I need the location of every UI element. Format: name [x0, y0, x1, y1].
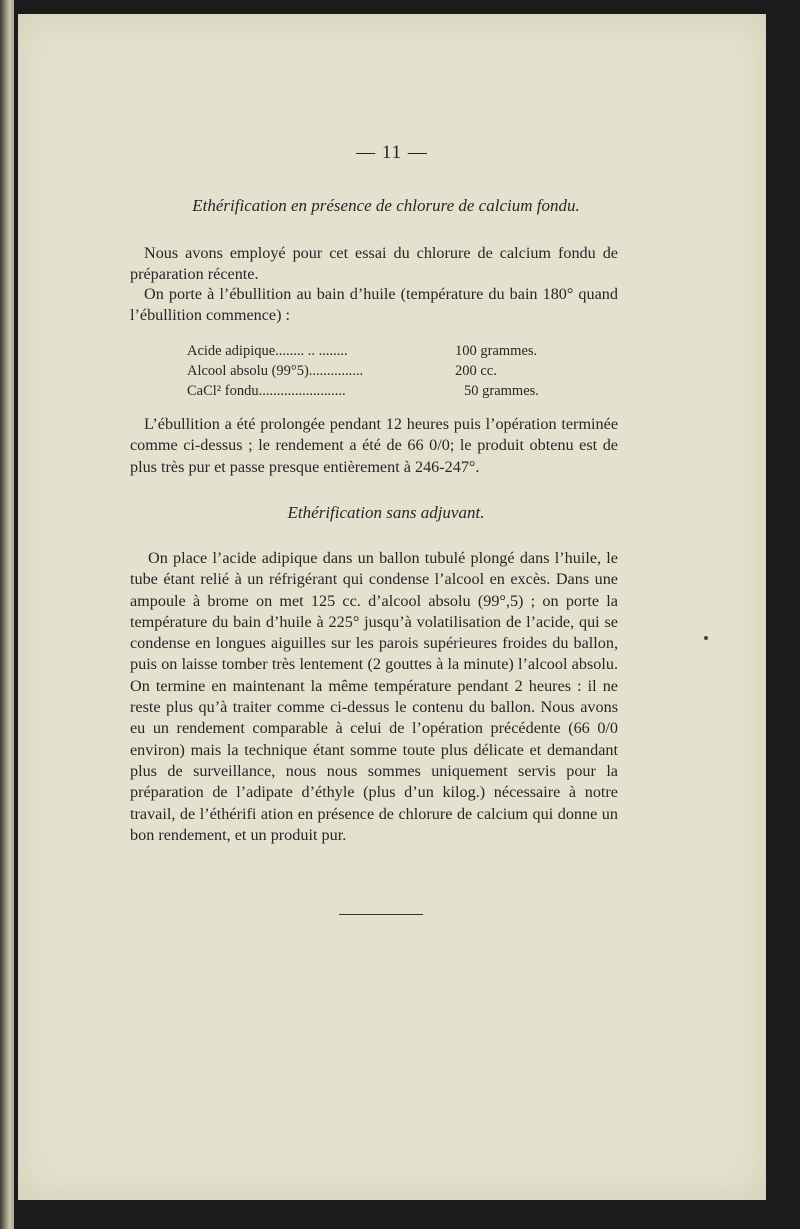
- paragraph-procedure: On place l’acide adipique dans un ballon tubulé plongé dans l’huile, le tube étant relié à un réfrigérant qui condense l’alcool en excès. Dans une ampoule à brome on met 125 cc. d’alcool absolu (99°,5) ; on porte la température du bain d’huile à 225° jusqu’à volatilisation de l’acide, qui se condense en longues aiguilles sur les parois supérieures froides du ballon, puis on laisse tomber très lentement (2 gouttes à la minute) l’alcool absolu. On termine en maintenant la même température pendant 2 heures : il ne reste plus qu’à traiter comme ci-dessus le contenu du ballon. Nous avons eu un rendement comparable à celui de l’opération précédente (66 0/0 environ) mais la technique étant somme toute plus délicate et demandant plus de surveillance, nous nous sommes uniquement servis pour la préparation de l’adipate d’éthyle (plus d’un kilog.) nécessaire à notre travail, de l’éthérifi ation en présence de chlorure de calcium qui donne un bon rendement, et un produit pur.: [130, 549, 618, 844]
- paragraph-intro: Nous avons employé pour cet essai du chlorure de calcium fondu de préparation récente.: [130, 244, 618, 284]
- reagent-row-cacl2: [187, 381, 567, 401]
- reagent-name: Alcool absolu (99°5)...............: [187, 363, 364, 379]
- paragraph-boiling: On porte à l’ébullition au bain d’huile (température du bain 180° quand l’ébullition commence) :: [130, 285, 618, 325]
- reagent-quantity: 50 grammes.: [464, 383, 539, 399]
- paper-speck: [704, 636, 708, 640]
- section-title-calcium-chloride: Ethérification en présence de chlorure de calcium fondu.: [192, 196, 580, 215]
- reagent-list: [187, 341, 567, 401]
- document-page: [18, 14, 766, 1200]
- reagent-name: CaCl² fondu........................: [187, 383, 346, 399]
- section-title-no-adjuvant: Ethérification sans adjuvant.: [287, 503, 485, 522]
- reagent-quantity: 100 grammes.: [455, 343, 538, 359]
- book-spine: [0, 0, 14, 1229]
- reagent-row-adipic-acid: [187, 341, 567, 361]
- end-rule: [339, 914, 423, 915]
- reagent-row-alcohol: [187, 361, 567, 381]
- reagent-name: Acide adipique........ .. ........: [187, 343, 348, 359]
- paragraph-result: L’ébullition a été prolongée pendant 12 heures puis l’opération terminée comme ci-dessus ; le rendement a été de 66 0/0; le produit obtenu est de plus très pur et passe presque entièrement à 246-247°.: [130, 415, 618, 476]
- page-number: — 11 —: [356, 142, 428, 163]
- reagent-quantity: 200 cc.: [455, 363, 497, 379]
